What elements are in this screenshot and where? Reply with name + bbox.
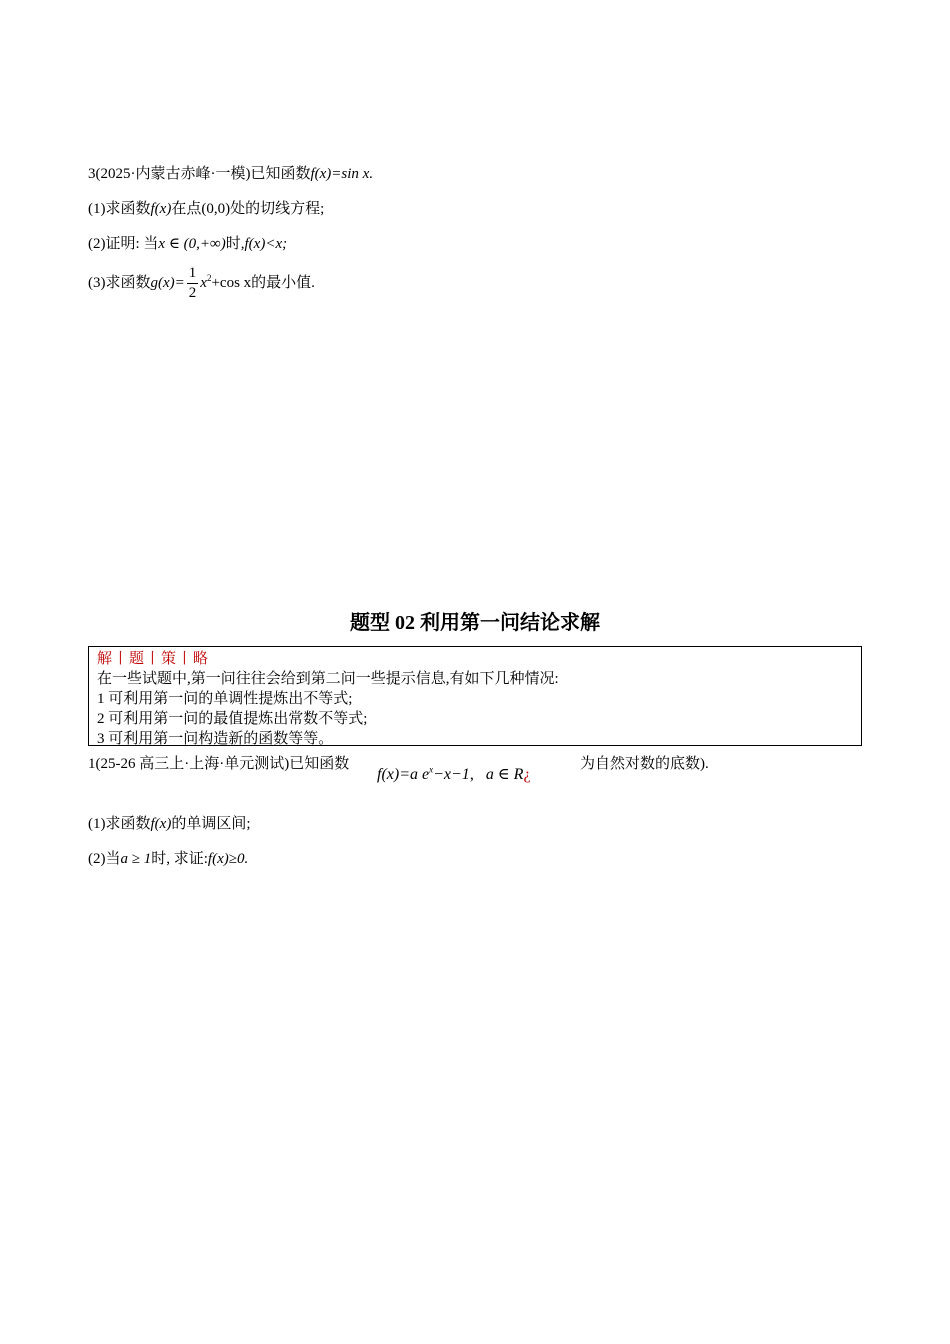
strategy-line: 在一些试题中,第一问往往会给到第二问一些提示信息,有如下几种情况: [97,671,559,687]
problem3-q1: (1)求函数f(x)在点(0,0)处的切线方程; [88,201,325,217]
strategy-line: 1 可利用第一问的单调性提炼出不等式; [97,691,353,707]
problem1-function: f(x)=a $e^x-x-1$, a ∈ R¿ [377,764,531,783]
problem1-intro-tail: 为自然对数的底数). [580,756,709,772]
problem1-q1: (1)求函数f(x)的单调区间; [88,816,251,832]
strategy-line: 2 可利用第一问的最值提炼出常数不等式; [97,711,368,727]
problem1-q2: (2)当a ≥ 1时, 求证:f(x)≥0. [88,851,249,867]
problem1-intro-a: 1(25-26 高三上·上海·单元测试)已知函数 [88,756,350,772]
section-title: 题型 02 利用第一问结论求解 [350,612,600,634]
math-f-sinx: f(x)=sin x. [310,166,374,182]
strategy-box [88,646,862,746]
strategy-line: 3 可利用第一问构造新的函数等等。 [97,731,334,747]
fraction-one-half: $\frac{1}{2}$ [188,265,197,301]
strategy-header: 解丨题丨策丨略 [97,651,210,667]
problem3-q3: (3)求函数g(x)= $\frac{1}{2}$ $x^2+\cos$ x的最小值. [88,265,315,301]
problem3-intro: 3(2025·内蒙古赤峰·一模)已知函数f(x)=sin x. [88,166,374,182]
problem3-q2: (2)证明: 当x ∈ (0,+∞)时,f(x)<x; [88,236,288,252]
